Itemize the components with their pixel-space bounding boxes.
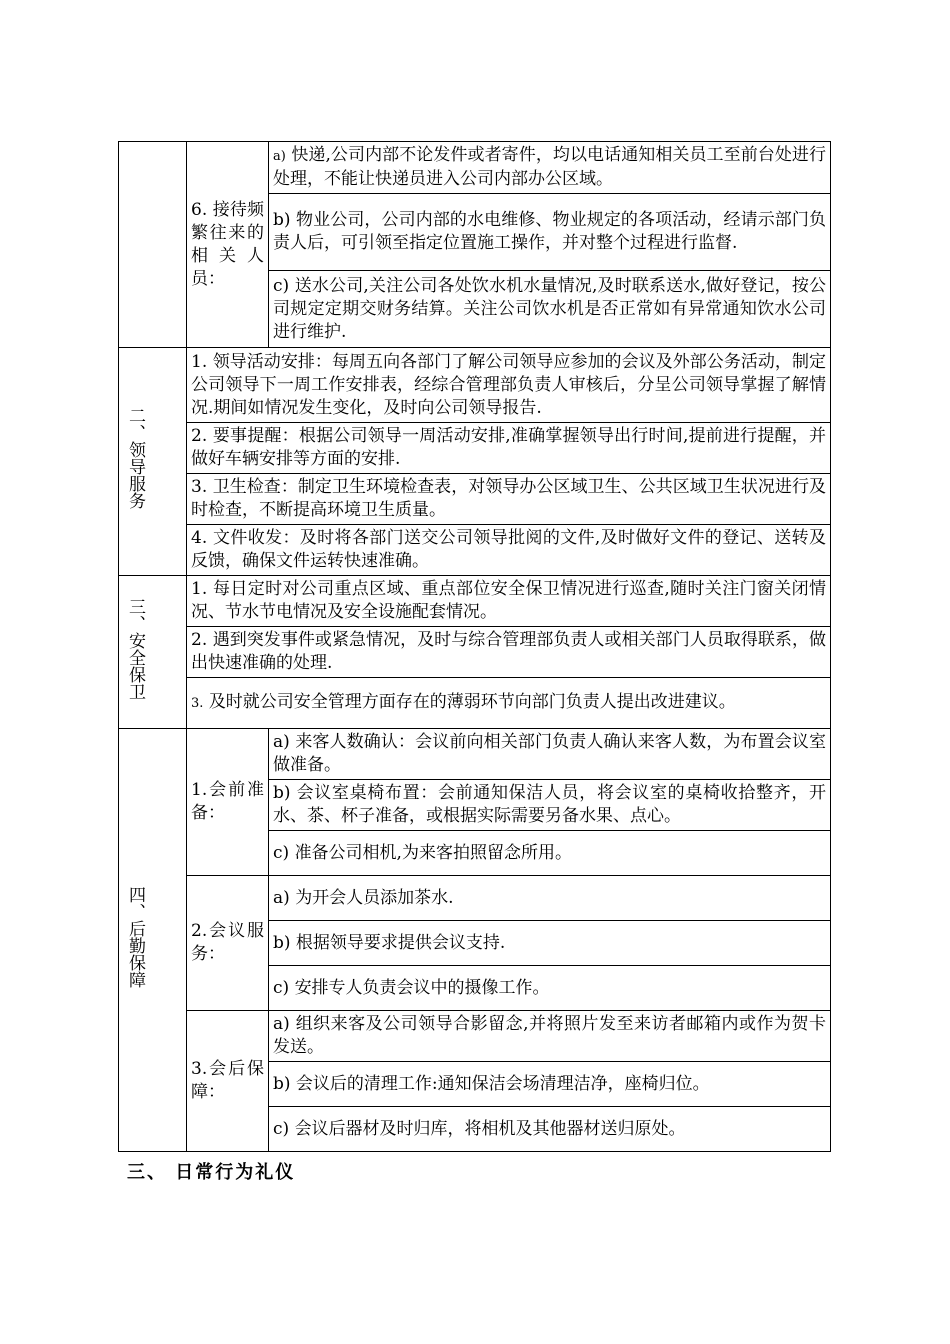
item-text: 送水公司,关注公司各处饮水机水量情况,及时联系送水,做好登记，按公司规定定期交财务结算。关注公司饮水机是否正常如有异常通知饮水公司进行维护. (273, 275, 826, 342)
list-item (187, 678, 831, 729)
list-item (187, 627, 831, 678)
item-text: 准备公司相机,为来客拍照留念所用。 (294, 842, 572, 863)
table-row (119, 423, 831, 474)
list-item (269, 831, 831, 876)
section-heading: 三、 日常行为礼仪 (127, 1162, 296, 1183)
table-row (119, 142, 831, 194)
item-text: 快递,公司内部不论发件或者寄件，均以电话通知相关员工至前台处进行处理，不能让快递员进入公司内部办公区域。 (273, 145, 827, 189)
item-marker: 2. (191, 426, 208, 446)
list-item (269, 271, 831, 348)
item-marker: a) (273, 1014, 290, 1034)
table-row (119, 876, 831, 921)
item-marker: c) (273, 1118, 290, 1139)
list-item (269, 921, 831, 966)
item-text: 卫生检查：制定卫生环境检查表，对领导办公区域卫生、公共区域卫生状况进行及时检查，不断提高环境卫生质量。 (191, 477, 827, 520)
table-row (119, 576, 831, 627)
list-item (269, 142, 831, 194)
item-marker: 4. (191, 528, 208, 548)
table-row (119, 678, 831, 729)
sub-label: 2.会议服务： (187, 876, 269, 1011)
list-item (269, 876, 831, 921)
table-row (119, 348, 831, 423)
item-text: 文件收发：及时将各部门送交公司领导批阅的文件,及时做好文件的登记、送转及反馈，确保文件运转快速准确。 (191, 528, 826, 571)
item-text: 每日定时对公司重点区域、重点部位安全保卫情况进行巡查,随时关注门窗关闭情况、节水节电情况及安全设施配套情况。 (191, 579, 826, 622)
item-text: 物业公司，公司内部的水电维修、物业规定的各项活动，经请示部门负责人后，可引领至指定位置施工操作，并对整个过程进行监督. (273, 210, 827, 253)
item-text: 根据领导要求提供会议支持. (295, 932, 506, 953)
list-item (187, 576, 831, 627)
item-marker: 1. (191, 351, 208, 372)
list-item (269, 1011, 831, 1062)
item-marker: a) (273, 149, 286, 164)
section-label: 三、安全保卫 (119, 576, 187, 729)
sub-label: 3.会后保障： (187, 1011, 269, 1152)
section-label: 二、领导服务 (119, 348, 187, 576)
item-marker: 1. (191, 579, 208, 599)
table-row (119, 627, 831, 678)
item-marker: b) (273, 1073, 291, 1094)
item-text: 来客人数确认：会议前向相关部门负责人确认来客人数，为布置会议室做准备。 (273, 732, 827, 775)
item-text: 遇到突发事件或紧急情况，及时与综合管理部负责人或相关部门人员取得联系，做出快速准确的处理. (191, 630, 827, 673)
duty-table (118, 141, 831, 1152)
item-text: 安排专人负责会议中的摄像工作。 (294, 977, 550, 998)
list-item (269, 966, 831, 1011)
item-text: 领导活动安排：每周五向各部门了解公司领导应参加的会议及外部公务活动，制定公司领导下一周工作安排表，经综合管理部负责人审核后，分呈公司领导掌握了解情况.期间如情况发生变化，及时向公司领导报告. (191, 351, 827, 418)
table-row (119, 729, 831, 780)
item-marker: b) (273, 932, 291, 953)
item-marker: 2. (191, 630, 208, 650)
item-marker: c) (273, 977, 290, 998)
table-row (119, 1011, 831, 1062)
item-text: 会议后器材及时归库，将相机及其他器材送归原处。 (294, 1118, 686, 1139)
section-label-empty (119, 142, 187, 348)
item-marker: c) (273, 275, 290, 296)
list-item (187, 423, 831, 474)
list-item (187, 348, 831, 423)
list-item (269, 729, 831, 780)
item-marker: a) (273, 732, 290, 752)
item-marker: a) (273, 887, 290, 908)
item-text: 为开会人员添加茶水. (295, 887, 454, 908)
list-item (187, 525, 831, 576)
item-text: 及时就公司安全管理方面存在的薄弱环节向部门负责人提出改进建议。 (208, 692, 736, 712)
list-item (269, 1107, 831, 1152)
list-item (187, 474, 831, 525)
item-marker: c) (273, 842, 290, 863)
item-text: 会议后的清理工作:通知保洁会场清理洁净，座椅归位。 (295, 1073, 710, 1094)
item-text: 会议室桌椅布置：会前通知保洁人员，将会议室的桌椅收拾整齐，开水、茶、杯子准备，或根据实际需要另备水果、点心。 (273, 783, 827, 826)
sub-label: 6. 接待频繁往来的相关人员： (187, 142, 269, 348)
item-marker: 3. (191, 696, 204, 711)
section-label: 四、后勤保障 (119, 729, 187, 1152)
item-text: 组织来客及公司领导合影留念,并将照片发至来访者邮箱内或作为贺卡发送。 (273, 1014, 826, 1057)
list-item (269, 1062, 831, 1107)
item-text: 要事提醒：根据公司领导一周活动安排,准确掌握领导出行时间,提前进行提醒，并做好车辆安排等方面的安排. (191, 426, 826, 469)
item-marker: b) (273, 210, 291, 230)
sub-label: 1.会前准备： (187, 729, 269, 876)
table-row (119, 474, 831, 525)
table-row (119, 525, 831, 576)
item-marker: 3. (191, 477, 208, 497)
list-item (269, 780, 831, 831)
item-marker: b) (273, 783, 291, 803)
list-item (269, 194, 831, 271)
